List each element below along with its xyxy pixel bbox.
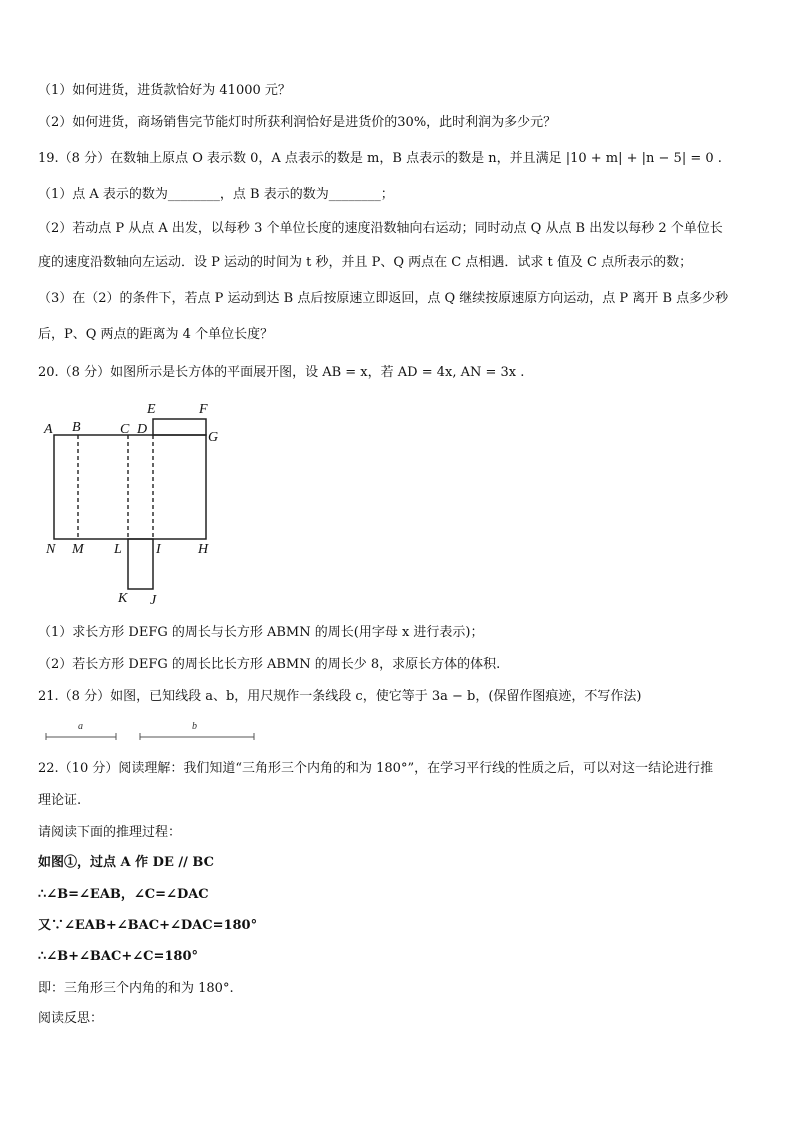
q22-stem-b: 理论证.	[38, 793, 82, 808]
label-J: J	[150, 593, 157, 608]
label-E: E	[147, 402, 156, 417]
segment-a-label: a	[78, 721, 83, 732]
q22-stem-a: 22.（10 分）阅读理解：我们知道“三角形三个内角的和为 180°”，在学习平行线的性质之后，可以对这一结论进行推	[38, 761, 714, 776]
q18-part1: （1）如何进货，进货款恰好为 41000 元？	[38, 83, 291, 98]
q20-part2: （2）若长方形 DEFG 的周长比长方形 ABMN 的周长少 8，求原长方体的体积.	[38, 657, 501, 672]
q19-stem: 19.（8 分）在数轴上原点 O 表示数 0，A 点表示的数是 m，B 点表示的数是 n，并且满足 |10 + m| + |n − 5| = 0 .	[38, 151, 722, 166]
label-D: D	[137, 422, 148, 437]
net-main-rect	[54, 435, 206, 539]
label-G: G	[208, 430, 219, 445]
q19-part2-a: （2）若动点 P 从点 A 出发，以每秒 3 个单位长度的速度沿数轴向右运动；同时动点 Q 从点 B 出发以每秒 2 个单位长	[38, 221, 723, 236]
net-top-flap	[153, 419, 206, 435]
q22-reflection-heading: 阅读反思：	[38, 1011, 104, 1026]
q19-part1: （1）点 A 表示的数为________，点 B 表示的数为________；	[38, 187, 394, 202]
label-I: I	[156, 542, 161, 557]
q22-proof-step1: 如图①，过点 A 作 DE // BC	[38, 855, 214, 870]
q20-part1: （1）求长方形 DEFG 的周长与长方形 ABMN 的周长(用字母 x 进行表示)；	[38, 625, 484, 640]
q22-conclusion: 即：三角形三个内角的和为 180°.	[38, 981, 234, 996]
label-C: C	[120, 422, 130, 437]
label-A: A	[44, 422, 53, 437]
cuboid-net-figure	[40, 395, 240, 610]
label-L: L	[114, 542, 122, 557]
q19-part2-b: 度的速度沿数轴向左运动．设 P 运动的时间为 t 秒，并且 P、Q 两点在 C 点相遇．试求 t 值及 C 点所表示的数；	[38, 255, 693, 270]
label-B: B	[72, 420, 81, 435]
q22-proof-step4: ∴∠B+∠BAC+∠C=180°	[38, 949, 199, 964]
label-K: K	[118, 591, 128, 606]
q19-part3-b: 后，P、Q 两点的距离为 4 个单位长度？	[38, 327, 274, 342]
label-F: F	[199, 402, 208, 417]
label-H: H	[198, 542, 209, 557]
q22-read-prompt: 请阅读下面的推理过程：	[38, 825, 182, 840]
label-N: N	[46, 542, 56, 557]
q19-part3-a: （3）在（2）的条件下，若点 P 运动到达 B 点后按原速立即返回，点 Q 继续按原速原方向运动，点 P 离开 B 点多少秒	[38, 291, 729, 306]
net-bottom-flap	[128, 539, 153, 589]
segment-b-label: b	[192, 721, 197, 732]
q20-stem: 20.（8 分）如图所示是长方体的平面展开图，设 AB = x，若 AD = 4x, AN = 3x .	[38, 365, 525, 380]
segments-figure	[40, 715, 270, 745]
q22-proof-step2: ∴∠B=∠EAB，∠C=∠DAC	[38, 887, 209, 902]
label-M: M	[72, 542, 84, 557]
q18-part2: （2）如何进货，商场销售完节能灯时所获利润恰好是进货价的30%，此时利润为多少元？	[38, 115, 557, 130]
q22-proof-step3: 又∵∠EAB+∠BAC+∠DAC=180°	[38, 918, 258, 933]
q21-stem: 21.（8 分）如图，已知线段 a、b，用尺规作一条线段 c，使它等于 3a − b，(保留作图痕迹，不写作法)	[38, 689, 642, 704]
